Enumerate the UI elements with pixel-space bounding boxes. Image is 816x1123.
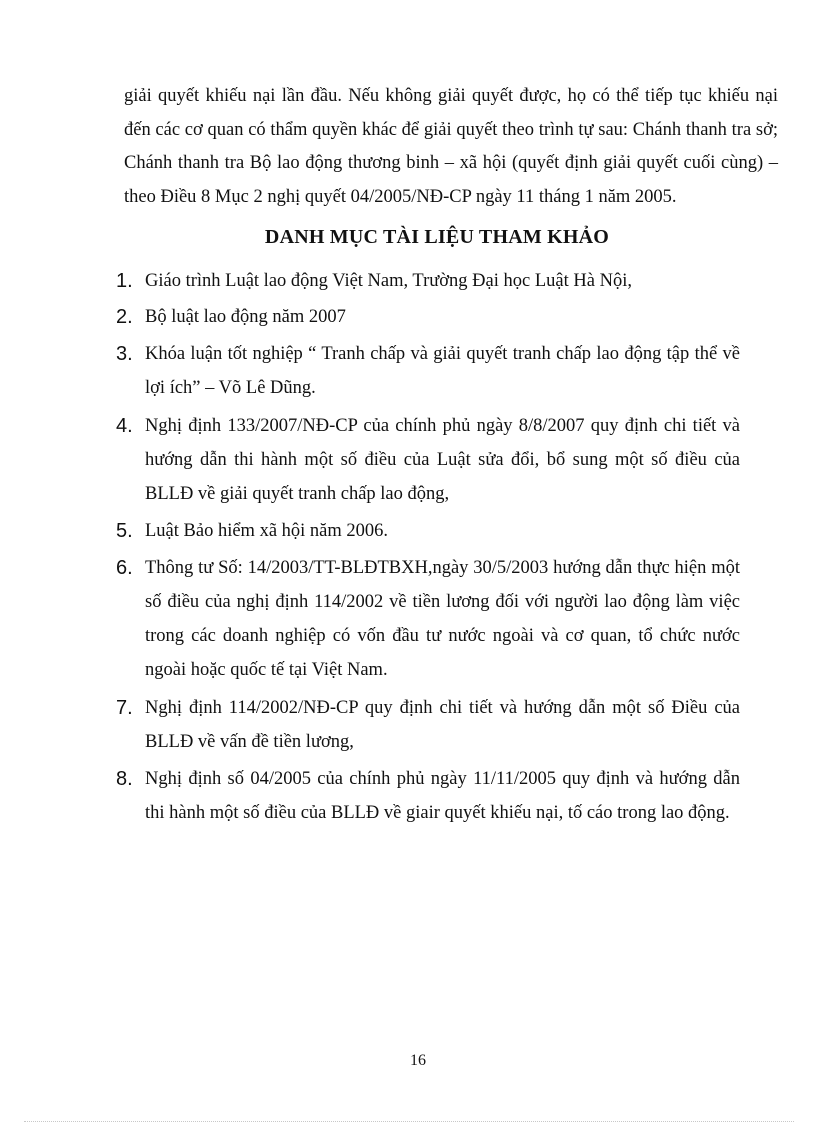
reference-number: 8. <box>116 768 133 790</box>
reference-number: 7. <box>116 697 133 719</box>
reference-text: Thông tư Số: 14/2003/TT-BLĐTBXH,ngày 30/5/2003 hướng dẫn thực hiện một số điều của nghị định 114/2002 về tiền lương đối với người lao động làm việc trong các doanh nghiệp có vốn đầu tư nước ngoài và cơ quan, tổ chức nước ngoài hoặc quốc tế tại Việt Nam. <box>145 558 740 680</box>
reference-text: Luật Bảo hiểm xã hội năm 2006. <box>145 521 389 541</box>
reference-number: 4. <box>116 415 133 437</box>
page-number: 16 <box>410 1052 426 1069</box>
reference-number: 2. <box>116 306 133 328</box>
reference-number: 5. <box>116 520 133 542</box>
reference-text: Nghị định 133/2007/NĐ-CP của chính phủ ngày 8/8/2007 quy định chi tiết và hướng dẫn thi hành một số điều của Luật sửa đổi, bổ sung một số điều của BLLĐ về giải quyết tranh chấp lao động, <box>145 416 740 504</box>
intro-paragraph: giải quyết khiếu nại lần đầu. Nếu không giải quyết được, họ có thể tiếp tục khiếu nại đến các cơ quan có thẩm quyền khác để giải quyết theo trình tự sau: Chánh thanh tra sở; Chánh thanh tra Bộ lao động thương binh – xã hội (quyết định giải quyết cuối cùng) – theo Điều 8 Mục 2 nghị quyết 04/2005/NĐ-CP ngày 11 tháng 1 năm 2005. <box>124 86 778 208</box>
reference-text: Nghị định số 04/2005 của chính phủ ngày 11/11/2005 quy định và hướng dẫn thi hành một số điều của BLLĐ về giair quyết khiếu nại, tố cáo trong lao động. <box>145 769 740 823</box>
reference-number: 1. <box>116 270 133 292</box>
reference-text: Nghị định 114/2002/NĐ-CP quy định chi tiết và hướng dẫn một số Điều của BLLĐ về vấn đề tiền lương, <box>145 698 740 752</box>
reference-text: Khóa luận tốt nghiệp “ Tranh chấp và giải quyết tranh chấp lao động tập thể về lợi ích” – Võ Lê Dũng. <box>145 344 740 398</box>
reference-text: Giáo trình Luật lao động Việt Nam, Trường Đại học Luật Hà Nội, <box>145 271 632 291</box>
reference-number: 6. <box>116 557 133 579</box>
page-bottom-divider <box>24 1121 794 1122</box>
references-heading: DANH MỤC TÀI LIỆU THAM KHẢO <box>264 226 610 248</box>
reference-text: Bộ luật lao động năm 2007 <box>145 307 346 327</box>
reference-number: 3. <box>116 343 133 365</box>
